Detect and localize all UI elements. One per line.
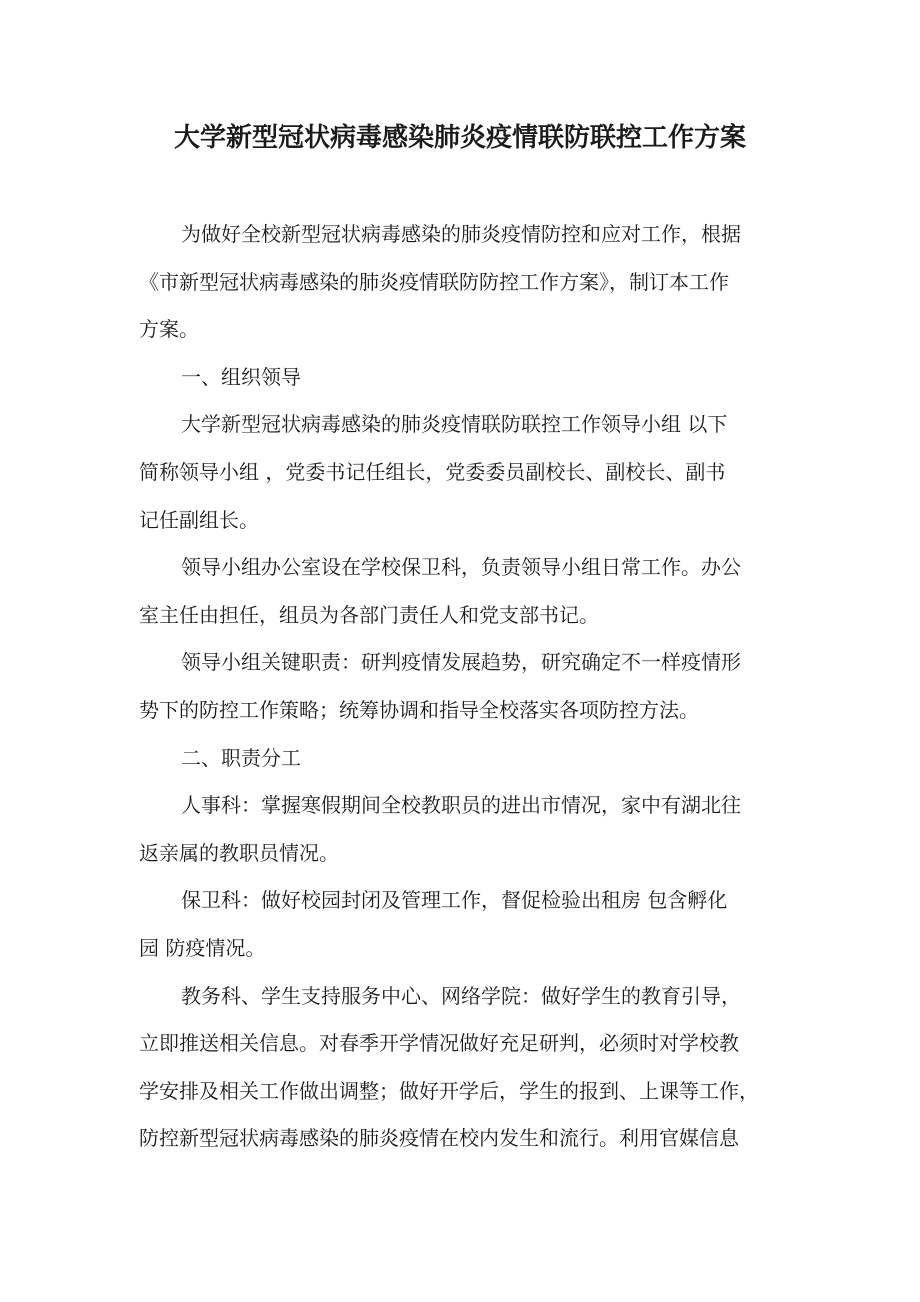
para-7-line-1: 教务科、学生支持服务中心、网络学院：做好学生的教育引导， [181, 983, 741, 1008]
para-6-line-2: 园 防疫情况。 [139, 935, 266, 960]
para-5-line-1: 人事科：掌握寒假期间全校教职员的进出市情况，家中有湖北往 [181, 793, 741, 818]
para-5-line-2: 返亲属的教职员情况。 [139, 840, 339, 865]
para-7-line-3: 学安排及相关工作做出调整；做好开学后，学生的报到、上课等工作， [139, 1078, 759, 1103]
document-title: 大学新型冠状病毒感染肺炎疫情联防联控工作方案 [173, 123, 746, 153]
para-1-line-3: 方案。 [139, 317, 199, 342]
section-heading-1: 一、组织领导 [181, 364, 301, 389]
para-6-line-1: 保卫科：做好校园封闭及管理工作，督促检验出租房 包含孵化 [181, 888, 728, 913]
para-4-line-1: 领导小组关键职责：研判疫情发展趋势，研究确定不一样疫情形 [181, 650, 741, 675]
para-1-line-1: 为做好全校新型冠状病毒感染的肺炎疫情防控和应对工作，根据 [181, 222, 741, 246]
para-3-line-1: 领导小组办公室设在学校保卫科，负责领导小组日常工作。办公 [181, 555, 741, 580]
para-7-line-4: 防控新型冠状病毒感染的肺炎疫情在校内发生和流行。利用官媒信息 [139, 1126, 739, 1151]
para-4-line-2: 势下的防控工作策略；统筹协调和指导全校落实各项防控方法。 [139, 697, 699, 722]
section-heading-2: 二、职责分工 [181, 745, 301, 770]
para-2-line-3: 记任副组长。 [139, 507, 259, 532]
para-7-line-2: 立即推送相关信息。对春季开学情况做好充足研判，必须时对学校教 [139, 1031, 739, 1056]
para-3-line-2: 室主任由担任，组员为各部门责任人和党支部书记。 [139, 602, 599, 627]
para-2-line-2: 简称领导小组 ，党委书记任组长，党委委员副校长、副校长、副书 [139, 459, 726, 484]
document-body [139, 211, 785, 1163]
para-2-line-1: 大学新型冠状病毒感染的肺炎疫情联防联控工作领导小组 以下 [181, 412, 728, 437]
para-1-line-2: 《市新型冠状病毒感染的肺炎疫情联防防控工作方案》，制订本工作 [139, 269, 729, 294]
